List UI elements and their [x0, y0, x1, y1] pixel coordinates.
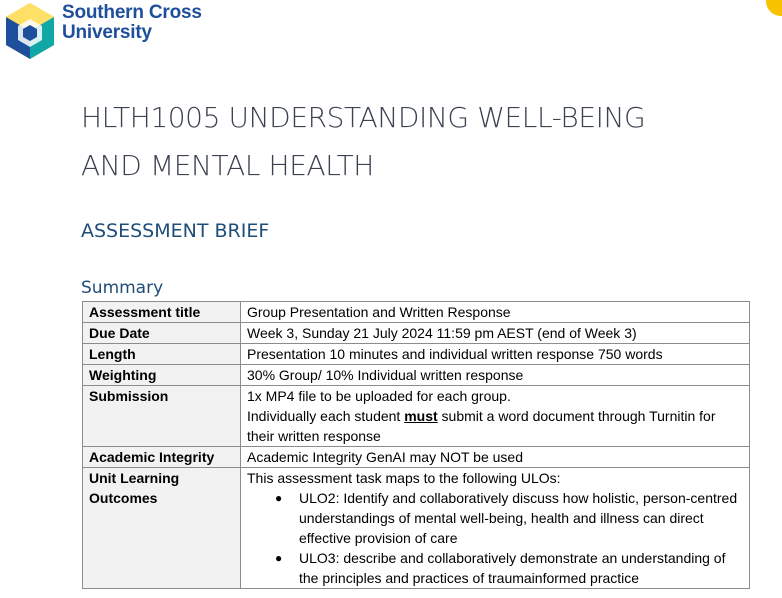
document-title-line2: AND MENTAL HEALTH: [81, 149, 374, 182]
ulo-list: [247, 488, 743, 588]
university-name-line2: University: [62, 22, 152, 43]
university-name-line1: Southern Cross: [62, 2, 202, 23]
row-label: Due Date: [83, 323, 241, 344]
row-label: Academic Integrity: [83, 447, 241, 468]
row-label: Unit Learning Outcomes: [83, 468, 241, 589]
submission-text-after: submit a word document through Turnitin for their written response: [247, 408, 716, 444]
table-row: [83, 344, 750, 365]
table-row: [83, 302, 750, 323]
row-label: Weighting: [83, 365, 241, 386]
submission-text-before: Individually each student: [247, 408, 405, 424]
table-row: [83, 323, 750, 344]
document-subtitle: ASSESSMENT BRIEF: [81, 220, 270, 242]
row-value: Week 3, Sunday 21 July 2024 11:59 pm AEST (end of Week 3): [241, 323, 750, 344]
list-item: [275, 488, 743, 548]
document-title: [81, 94, 761, 190]
row-value: [241, 468, 750, 589]
bullet-icon: ●: [275, 551, 283, 565]
table-row: [83, 386, 750, 447]
row-value: 30% Group/ 10% Individual written response: [241, 365, 750, 386]
ulo-text: ULO2: Identify and collaboratively discuss how holistic, person-centred understandings of mental well-being, health and illness can direct effective provision of care: [299, 490, 738, 546]
row-label: Length: [83, 344, 241, 365]
row-value: Group Presentation and Written Response: [241, 302, 750, 323]
corner-decoration: [766, 0, 782, 16]
submission-emphasis: must: [404, 408, 438, 424]
row-value: Presentation 10 minutes and individual written response 750 words: [241, 344, 750, 365]
row-value: Academic Integrity GenAI may NOT be used: [241, 447, 750, 468]
submission-line1: 1x MP4 file to be uploaded for each group.: [247, 388, 511, 404]
table-row: [83, 447, 750, 468]
row-value: [241, 386, 750, 447]
bullet-icon: ●: [275, 491, 283, 505]
row-label: Assessment title: [83, 302, 241, 323]
summary-table: [82, 301, 750, 589]
submission-line2: [247, 406, 743, 446]
document-title-line1: HLTH1005 UNDERSTANDING WELL-BEING: [81, 101, 646, 134]
table-row: [83, 468, 750, 589]
row-label: Submission: [83, 386, 241, 447]
summary-heading: Summary: [81, 278, 164, 298]
university-name: [62, 3, 202, 43]
table-row: [83, 365, 750, 386]
university-logo-icon: [4, 1, 56, 61]
ulo-intro: This assessment task maps to the following ULOs:: [247, 470, 561, 486]
ulo-text: ULO3: describe and collaboratively demonstrate an understanding of the principles and practices of traumainformed practice: [299, 550, 726, 586]
list-item: [275, 548, 743, 588]
